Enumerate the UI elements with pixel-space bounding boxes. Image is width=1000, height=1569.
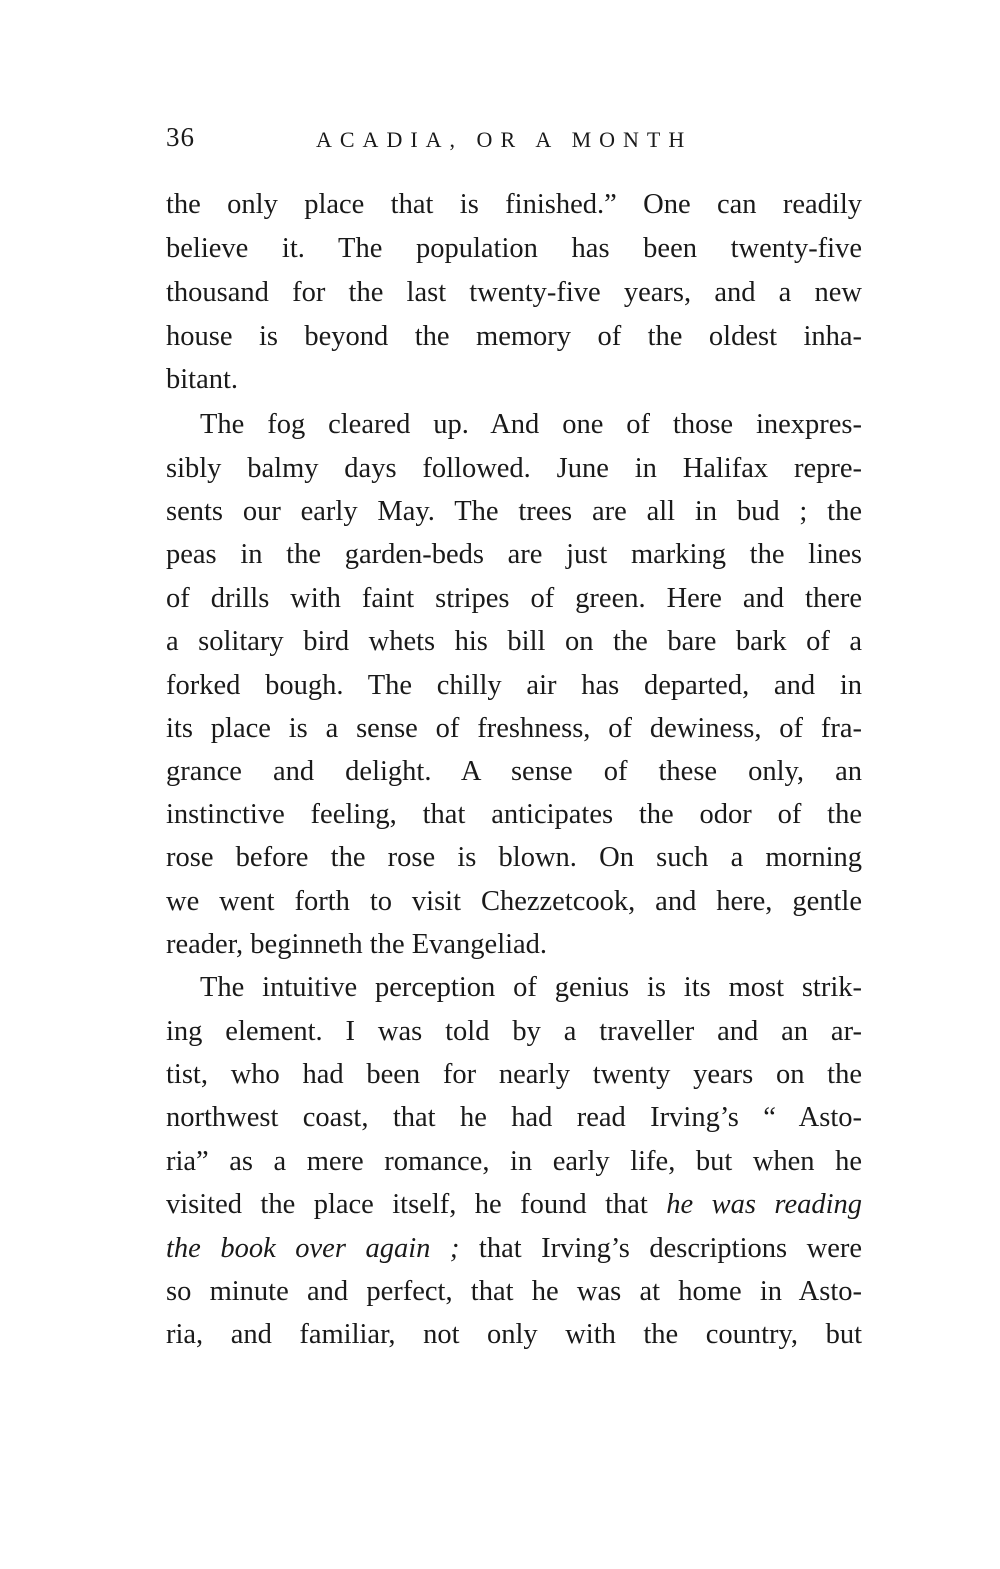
- running-head: ACADIA, OR A MONTH: [316, 127, 693, 152]
- text-line: sibly balmy days followed. June in Halifax repre-: [166, 453, 862, 484]
- italic-phrase: he was reading: [666, 1189, 863, 1220]
- text-segment: visited the place itself, he found that: [166, 1189, 648, 1220]
- text-line: The fog cleared up. And one of those inexpres-: [200, 409, 862, 440]
- text-line: tist, who had been for nearly twenty years on the: [166, 1059, 862, 1090]
- text-line: ria” as a mere romance, in early life, but when he: [166, 1146, 862, 1177]
- italic-phrase: the book over again ;: [166, 1233, 460, 1264]
- text-line: believe it. The population has been twenty-five: [166, 233, 862, 264]
- text-line: northwest coast, that he had read Irving’s “ Asto-: [166, 1102, 862, 1133]
- text-line: a solitary bird whets his bill on the bare bark of a: [166, 626, 862, 657]
- page-number: 36: [166, 122, 195, 152]
- text-line: forked bough. The chilly air has departed, and in: [166, 670, 862, 701]
- text-line: sents our early May. The trees are all in bud ; the: [166, 496, 862, 527]
- text-line: peas in the garden-beds are just marking the lines: [166, 539, 862, 570]
- text-line: ria, and familiar, not only with the country, but: [166, 1319, 862, 1350]
- text-line: reader, beginneth the Evangeliad.: [166, 929, 548, 960]
- text-line: grance and delight. A sense of these only, an: [166, 756, 862, 787]
- text-line: rose before the rose is blown. On such a morning: [166, 842, 862, 873]
- text-line: house is beyond the memory of the oldest inha-: [166, 321, 862, 352]
- text-line: so minute and perfect, that he was at home in Asto-: [166, 1276, 862, 1307]
- text-line: we went forth to visit Chezzetcook, and here, gentle: [166, 886, 862, 917]
- text-line: The intuitive perception of genius is its most strik-: [200, 972, 862, 1003]
- text-line: ing element. I was told by a traveller and an ar-: [166, 1016, 862, 1047]
- text-segment: that Irving’s descriptions were: [478, 1233, 862, 1264]
- text-line: of drills with faint stripes of green. Here and there: [166, 583, 862, 614]
- text-line: its place is a sense of freshness, of dewiness, of fra-: [166, 713, 862, 744]
- text-line: thousand for the last twenty-five years, and a new: [166, 277, 862, 308]
- text-line: the only place that is finished.” One can readily: [166, 189, 862, 220]
- text-line: [166, 1185, 862, 1225]
- text-line: [166, 1229, 862, 1269]
- text-line: instinctive feeling, that anticipates the odor of the: [166, 799, 862, 830]
- text-line: bitant.: [166, 364, 239, 395]
